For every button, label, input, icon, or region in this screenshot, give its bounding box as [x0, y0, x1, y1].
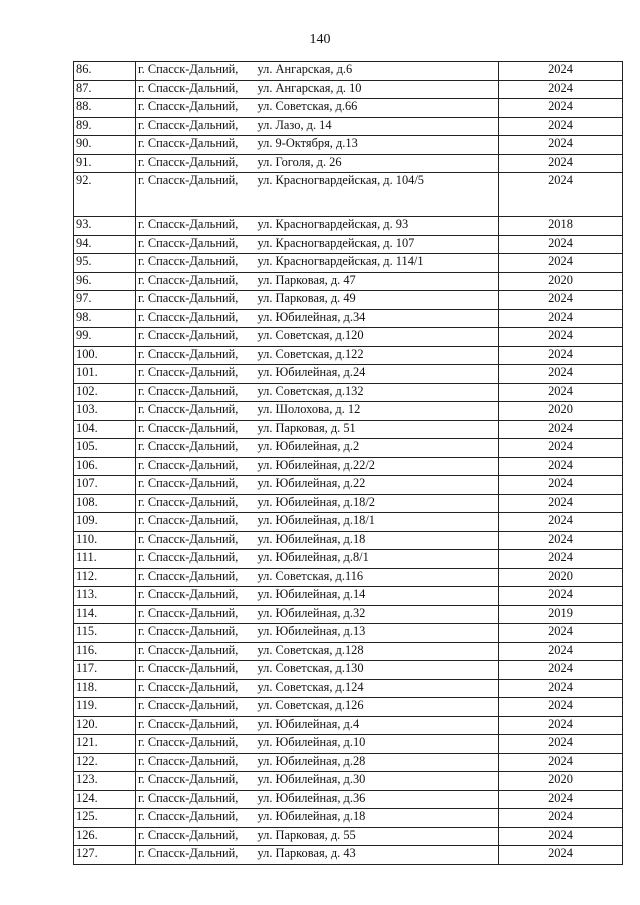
year-cell: 2024 [499, 383, 623, 402]
street-address-cell: ул. Юбилейная, д.18/1 [256, 513, 499, 532]
table-row [74, 272, 623, 291]
city-cell: г. Спасск-Дальний, [136, 62, 256, 81]
city-cell: г. Спасск-Дальний, [136, 605, 256, 624]
row-number-cell: 120. [74, 716, 136, 735]
table-row [74, 346, 623, 365]
city-cell: г. Спасск-Дальний, [136, 846, 256, 865]
city-cell: г. Спасск-Дальний, [136, 235, 256, 254]
street-address-cell: ул. Гоголя, д. 26 [256, 154, 499, 173]
street-address-cell: ул. Юбилейная, д.24 [256, 365, 499, 384]
year-cell: 2024 [499, 420, 623, 439]
street-address-cell: ул. Юбилейная, д.22 [256, 476, 499, 495]
year-cell: 2020 [499, 272, 623, 291]
street-address-cell: ул. Советская, д.130 [256, 661, 499, 680]
street-address-cell: ул. Юбилейная, д.34 [256, 309, 499, 328]
table-row [74, 753, 623, 772]
row-number-cell: 88. [74, 99, 136, 118]
table-row [74, 550, 623, 569]
city-cell: г. Спасск-Дальний, [136, 173, 256, 217]
year-cell: 2024 [499, 790, 623, 809]
table-row [74, 173, 623, 217]
year-cell: 2024 [499, 661, 623, 680]
street-address-cell: ул. Советская, д.122 [256, 346, 499, 365]
street-address-cell: ул. Советская, д.132 [256, 383, 499, 402]
street-address-cell: ул. Красногвардейская, д. 107 [256, 235, 499, 254]
year-cell: 2024 [499, 642, 623, 661]
row-number-cell: 101. [74, 365, 136, 384]
row-number-cell: 94. [74, 235, 136, 254]
table-row [74, 62, 623, 81]
city-cell: г. Спасск-Дальний, [136, 402, 256, 421]
city-cell: г. Спасск-Дальний, [136, 716, 256, 735]
year-cell: 2024 [499, 136, 623, 155]
city-cell: г. Спасск-Дальний, [136, 531, 256, 550]
row-number-cell: 87. [74, 80, 136, 99]
city-cell: г. Спасск-Дальний, [136, 735, 256, 754]
street-address-cell: ул. Юбилейная, д.30 [256, 772, 499, 791]
table-row [74, 154, 623, 173]
row-number-cell: 116. [74, 642, 136, 661]
city-cell: г. Спасск-Дальний, [136, 698, 256, 717]
year-cell: 2024 [499, 457, 623, 476]
year-cell: 2024 [499, 80, 623, 99]
table-row [74, 716, 623, 735]
table-row [74, 365, 623, 384]
city-cell: г. Спасск-Дальний, [136, 254, 256, 273]
street-address-cell: ул. Парковая, д. 51 [256, 420, 499, 439]
row-number-cell: 91. [74, 154, 136, 173]
row-number-cell: 98. [74, 309, 136, 328]
row-number-cell: 90. [74, 136, 136, 155]
row-number-cell: 102. [74, 383, 136, 402]
table-row [74, 642, 623, 661]
street-address-cell: ул. Советская, д.66 [256, 99, 499, 118]
row-number-cell: 105. [74, 439, 136, 458]
year-cell: 2024 [499, 827, 623, 846]
table-row [74, 735, 623, 754]
city-cell: г. Спасск-Дальний, [136, 420, 256, 439]
row-number-cell: 110. [74, 531, 136, 550]
row-number-cell: 123. [74, 772, 136, 791]
year-cell: 2024 [499, 531, 623, 550]
city-cell: г. Спасск-Дальний, [136, 346, 256, 365]
year-cell: 2024 [499, 346, 623, 365]
city-cell: г. Спасск-Дальний, [136, 365, 256, 384]
year-cell: 2019 [499, 605, 623, 624]
table-row [74, 99, 623, 118]
street-address-cell: ул. Юбилейная, д.2 [256, 439, 499, 458]
table-row [74, 309, 623, 328]
city-cell: г. Спасск-Дальний, [136, 291, 256, 310]
row-number-cell: 122. [74, 753, 136, 772]
table-row [74, 254, 623, 273]
city-cell: г. Спасск-Дальний, [136, 494, 256, 513]
table-row [74, 661, 623, 680]
city-cell: г. Спасск-Дальний, [136, 217, 256, 236]
year-cell: 2024 [499, 809, 623, 828]
city-cell: г. Спасск-Дальний, [136, 136, 256, 155]
city-cell: г. Спасск-Дальний, [136, 513, 256, 532]
year-cell: 2024 [499, 846, 623, 865]
year-cell: 2024 [499, 513, 623, 532]
street-address-cell: ул. Юбилейная, д.10 [256, 735, 499, 754]
table-row [74, 136, 623, 155]
year-cell: 2020 [499, 772, 623, 791]
table-row [74, 80, 623, 99]
page-number: 140 [309, 32, 331, 47]
city-cell: г. Спасск-Дальний, [136, 772, 256, 791]
street-address-cell: ул. Юбилейная, д.18 [256, 531, 499, 550]
year-cell: 2024 [499, 494, 623, 513]
city-cell: г. Спасск-Дальний, [136, 550, 256, 569]
year-cell: 2018 [499, 217, 623, 236]
table-row [74, 809, 623, 828]
city-cell: г. Спасск-Дальний, [136, 587, 256, 606]
year-cell: 2024 [499, 716, 623, 735]
city-cell: г. Спасск-Дальний, [136, 154, 256, 173]
table-row [74, 383, 623, 402]
city-cell: г. Спасск-Дальний, [136, 753, 256, 772]
year-cell: 2024 [499, 99, 623, 118]
row-number-cell: 103. [74, 402, 136, 421]
address-registry-body [74, 62, 623, 865]
table-row [74, 513, 623, 532]
year-cell: 2024 [499, 550, 623, 569]
city-cell: г. Спасск-Дальний, [136, 99, 256, 118]
table-row [74, 531, 623, 550]
city-cell: г. Спасск-Дальний, [136, 328, 256, 347]
table-row [74, 291, 623, 310]
year-cell: 2024 [499, 254, 623, 273]
year-cell: 2024 [499, 154, 623, 173]
street-address-cell: ул. Советская, д.128 [256, 642, 499, 661]
street-address-cell: ул. Шолохова, д. 12 [256, 402, 499, 421]
street-address-cell: ул. Юбилейная, д.14 [256, 587, 499, 606]
street-address-cell: ул. Красногвардейская, д. 104/5 [256, 173, 499, 217]
table-row [74, 790, 623, 809]
street-address-cell: ул. Красногвардейская, д. 114/1 [256, 254, 499, 273]
row-number-cell: 126. [74, 827, 136, 846]
street-address-cell: ул. Советская, д.120 [256, 328, 499, 347]
street-address-cell: ул. Ангарская, д.6 [256, 62, 499, 81]
city-cell: г. Спасск-Дальний, [136, 439, 256, 458]
city-cell: г. Спасск-Дальний, [136, 476, 256, 495]
year-cell: 2024 [499, 698, 623, 717]
row-number-cell: 99. [74, 328, 136, 347]
street-address-cell: ул. Советская, д.116 [256, 568, 499, 587]
street-address-cell: ул. Юбилейная, д.18/2 [256, 494, 499, 513]
street-address-cell: ул. 9-Октября, д.13 [256, 136, 499, 155]
city-cell: г. Спасск-Дальний, [136, 827, 256, 846]
street-address-cell: ул. Юбилейная, д.8/1 [256, 550, 499, 569]
table-row [74, 846, 623, 865]
street-address-cell: ул. Юбилейная, д.32 [256, 605, 499, 624]
row-number-cell: 114. [74, 605, 136, 624]
street-address-cell: ул. Красногвардейская, д. 93 [256, 217, 499, 236]
street-address-cell: ул. Юбилейная, д.28 [256, 753, 499, 772]
city-cell: г. Спасск-Дальний, [136, 624, 256, 643]
row-number-cell: 93. [74, 217, 136, 236]
table-row [74, 439, 623, 458]
row-number-cell: 106. [74, 457, 136, 476]
street-address-cell: ул. Юбилейная, д.18 [256, 809, 499, 828]
street-address-cell: ул. Парковая, д. 43 [256, 846, 499, 865]
street-address-cell: ул. Юбилейная, д.22/2 [256, 457, 499, 476]
year-cell: 2024 [499, 624, 623, 643]
year-cell: 2024 [499, 309, 623, 328]
year-cell: 2024 [499, 117, 623, 136]
table-row [74, 235, 623, 254]
street-address-cell: ул. Юбилейная, д.4 [256, 716, 499, 735]
table-row [74, 679, 623, 698]
street-address-cell: ул. Парковая, д. 49 [256, 291, 499, 310]
city-cell: г. Спасск-Дальний, [136, 457, 256, 476]
street-address-cell: ул. Юбилейная, д.36 [256, 790, 499, 809]
row-number-cell: 118. [74, 679, 136, 698]
year-cell: 2024 [499, 328, 623, 347]
city-cell: г. Спасск-Дальний, [136, 568, 256, 587]
table-row [74, 328, 623, 347]
year-cell: 2024 [499, 679, 623, 698]
table-row [74, 605, 623, 624]
row-number-cell: 124. [74, 790, 136, 809]
row-number-cell: 92. [74, 173, 136, 217]
row-number-cell: 100. [74, 346, 136, 365]
city-cell: г. Спасск-Дальний, [136, 809, 256, 828]
street-address-cell: ул. Советская, д.126 [256, 698, 499, 717]
row-number-cell: 104. [74, 420, 136, 439]
table-row [74, 568, 623, 587]
row-number-cell: 97. [74, 291, 136, 310]
city-cell: г. Спасск-Дальний, [136, 790, 256, 809]
address-registry-table [73, 61, 623, 865]
year-cell: 2024 [499, 476, 623, 495]
table-row [74, 494, 623, 513]
street-address-cell: ул. Советская, д.124 [256, 679, 499, 698]
row-number-cell: 108. [74, 494, 136, 513]
street-address-cell: ул. Юбилейная, д.13 [256, 624, 499, 643]
street-address-cell: ул. Парковая, д. 55 [256, 827, 499, 846]
year-cell: 2024 [499, 439, 623, 458]
city-cell: г. Спасск-Дальний, [136, 679, 256, 698]
year-cell: 2024 [499, 291, 623, 310]
year-cell: 2024 [499, 62, 623, 81]
table-row [74, 827, 623, 846]
table-row [74, 698, 623, 717]
row-number-cell: 107. [74, 476, 136, 495]
row-number-cell: 127. [74, 846, 136, 865]
row-number-cell: 112. [74, 568, 136, 587]
street-address-cell: ул. Парковая, д. 47 [256, 272, 499, 291]
row-number-cell: 117. [74, 661, 136, 680]
year-cell: 2024 [499, 753, 623, 772]
city-cell: г. Спасск-Дальний, [136, 117, 256, 136]
year-cell: 2024 [499, 235, 623, 254]
row-number-cell: 86. [74, 62, 136, 81]
table-row [74, 772, 623, 791]
row-number-cell: 111. [74, 550, 136, 569]
year-cell: 2024 [499, 365, 623, 384]
street-address-cell: ул. Ангарская, д. 10 [256, 80, 499, 99]
row-number-cell: 95. [74, 254, 136, 273]
table-row [74, 457, 623, 476]
table-row [74, 117, 623, 136]
city-cell: г. Спасск-Дальний, [136, 309, 256, 328]
city-cell: г. Спасск-Дальний, [136, 272, 256, 291]
year-cell: 2024 [499, 735, 623, 754]
year-cell: 2024 [499, 587, 623, 606]
row-number-cell: 113. [74, 587, 136, 606]
row-number-cell: 121. [74, 735, 136, 754]
city-cell: г. Спасск-Дальний, [136, 661, 256, 680]
table-row [74, 476, 623, 495]
street-address-cell: ул. Лазо, д. 14 [256, 117, 499, 136]
row-number-cell: 115. [74, 624, 136, 643]
row-number-cell: 119. [74, 698, 136, 717]
year-cell: 2020 [499, 402, 623, 421]
city-cell: г. Спасск-Дальний, [136, 80, 256, 99]
row-number-cell: 96. [74, 272, 136, 291]
year-cell: 2024 [499, 173, 623, 217]
table-row [74, 587, 623, 606]
row-number-cell: 125. [74, 809, 136, 828]
table-row [74, 217, 623, 236]
city-cell: г. Спасск-Дальний, [136, 642, 256, 661]
row-number-cell: 109. [74, 513, 136, 532]
city-cell: г. Спасск-Дальний, [136, 383, 256, 402]
table-row [74, 624, 623, 643]
year-cell: 2020 [499, 568, 623, 587]
table-row [74, 402, 623, 421]
row-number-cell: 89. [74, 117, 136, 136]
table-row [74, 420, 623, 439]
